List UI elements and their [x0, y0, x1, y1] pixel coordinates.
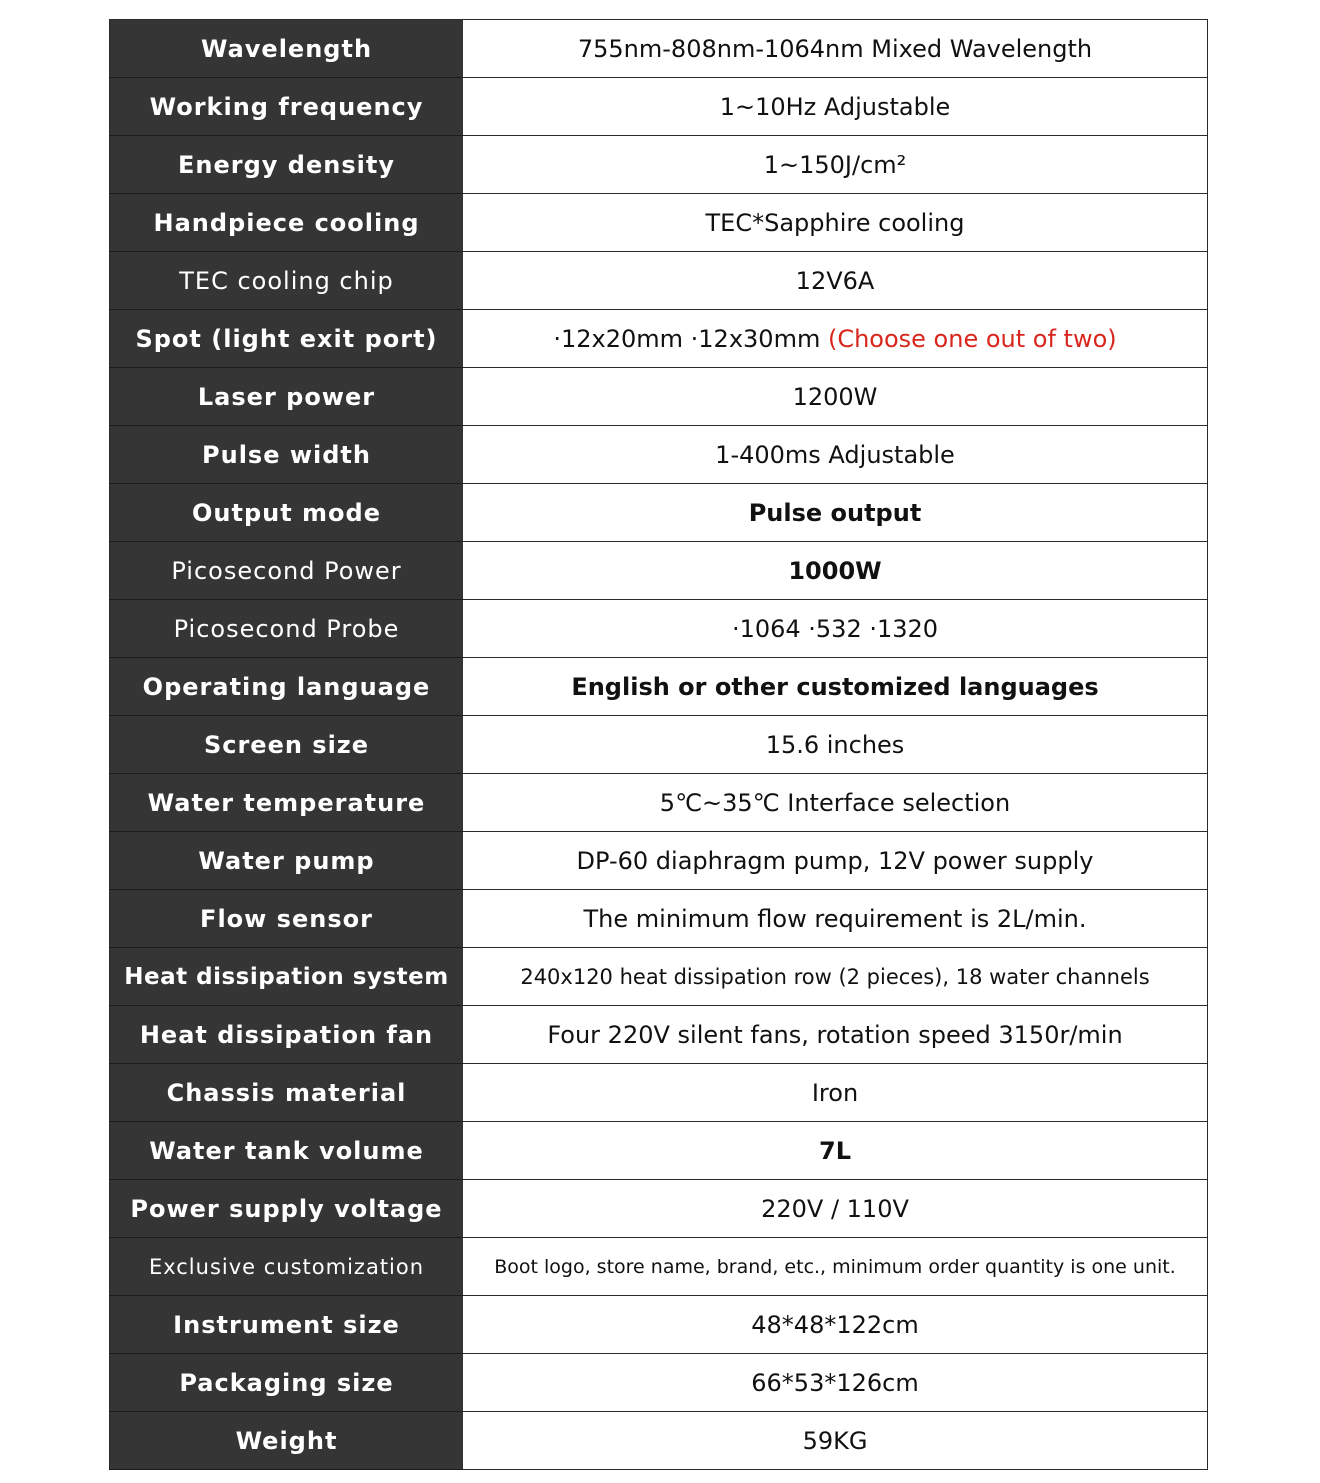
spec-value: 48*48*122cm: [463, 1296, 1208, 1354]
spec-row-wavelength: [110, 20, 1208, 78]
spec-label: Pulse width: [110, 426, 464, 484]
spec-row-heat-dissipation-fan: [110, 1006, 1208, 1064]
spec-label: Spot (light exit port): [110, 310, 464, 368]
spec-value: 59KG: [463, 1412, 1208, 1470]
spec-value: The minimum flow requirement is 2L/min.: [463, 890, 1208, 948]
spec-value: Boot logo, store name, brand, etc., minimum order quantity is one unit.: [463, 1238, 1208, 1296]
spec-label: Packaging size: [110, 1354, 464, 1412]
spec-value: English or other customized languages: [463, 658, 1208, 716]
spec-label: Chassis material: [110, 1064, 464, 1122]
spec-value: [463, 310, 1208, 368]
spec-row-working-frequency: [110, 78, 1208, 136]
spec-row-operating-language: [110, 658, 1208, 716]
spec-table: [109, 19, 1208, 1470]
spec-label: Water tank volume: [110, 1122, 464, 1180]
spec-row-laser-power: [110, 368, 1208, 426]
spec-row-picosecond-power: [110, 542, 1208, 600]
spec-value: 1200W: [463, 368, 1208, 426]
spec-label: Heat dissipation system: [110, 948, 464, 1006]
spec-row-water-tank-volume: [110, 1122, 1208, 1180]
spec-value: 1~10Hz Adjustable: [463, 78, 1208, 136]
spec-label: Water temperature: [110, 774, 464, 832]
spec-label: Wavelength: [110, 20, 464, 78]
spec-label: Working frequency: [110, 78, 464, 136]
spec-value: Iron: [463, 1064, 1208, 1122]
spec-row-chassis-material: [110, 1064, 1208, 1122]
spec-row-spot: [110, 310, 1208, 368]
spec-row-tec-cooling-chip: [110, 252, 1208, 310]
spec-label: Energy density: [110, 136, 464, 194]
spec-label: Flow sensor: [110, 890, 464, 948]
spec-row-weight: [110, 1412, 1208, 1470]
spot-choice-note: (Choose one out of two): [827, 324, 1117, 353]
spec-label: Picosecond Probe: [110, 600, 464, 658]
spec-row-instrument-size: [110, 1296, 1208, 1354]
spec-label: Exclusive customization: [110, 1238, 464, 1296]
spec-value: 1~150J/cm²: [463, 136, 1208, 194]
spec-label: Weight: [110, 1412, 464, 1470]
spec-label: TEC cooling chip: [110, 252, 464, 310]
spec-label: Heat dissipation fan: [110, 1006, 464, 1064]
spec-row-flow-sensor: [110, 890, 1208, 948]
spec-value: Four 220V silent fans, rotation speed 3150r/min: [463, 1006, 1208, 1064]
spec-label: Operating language: [110, 658, 464, 716]
spec-value: 5℃~35℃ Interface selection: [463, 774, 1208, 832]
spec-row-water-pump: [110, 832, 1208, 890]
spec-label: Output mode: [110, 484, 464, 542]
spec-row-exclusive-customization: [110, 1238, 1208, 1296]
spec-label: Laser power: [110, 368, 464, 426]
spot-options: ·12x20mm ·12x30mm: [553, 324, 828, 353]
spec-label: Handpiece cooling: [110, 194, 464, 252]
spec-label: Screen size: [110, 716, 464, 774]
spec-value: 15.6 inches: [463, 716, 1208, 774]
spec-row-heat-dissipation-system: [110, 948, 1208, 1006]
spec-row-picosecond-probe: [110, 600, 1208, 658]
spec-value: 755nm-808nm-1064nm Mixed Wavelength: [463, 20, 1208, 78]
spec-row-power-supply-voltage: [110, 1180, 1208, 1238]
spec-row-water-temperature: [110, 774, 1208, 832]
spec-value: DP-60 diaphragm pump, 12V power supply: [463, 832, 1208, 890]
spec-row-pulse-width: [110, 426, 1208, 484]
spec-value: 1-400ms Adjustable: [463, 426, 1208, 484]
spec-value: TEC*Sapphire cooling: [463, 194, 1208, 252]
spec-label: Water pump: [110, 832, 464, 890]
spec-label: Instrument size: [110, 1296, 464, 1354]
spec-value: 12V6A: [463, 252, 1208, 310]
spec-value: Pulse output: [463, 484, 1208, 542]
spec-row-packaging-size: [110, 1354, 1208, 1412]
spec-value: 240x120 heat dissipation row (2 pieces), 18 water channels: [463, 948, 1208, 1006]
spec-value: 1000W: [463, 542, 1208, 600]
spec-row-energy-density: [110, 136, 1208, 194]
spec-row-handpiece-cooling: [110, 194, 1208, 252]
spec-value: ·1064 ·532 ·1320: [463, 600, 1208, 658]
spec-value: 220V / 110V: [463, 1180, 1208, 1238]
spec-label: Power supply voltage: [110, 1180, 464, 1238]
spec-value: 66*53*126cm: [463, 1354, 1208, 1412]
spec-value: 7L: [463, 1122, 1208, 1180]
spec-label: Picosecond Power: [110, 542, 464, 600]
spec-row-output-mode: [110, 484, 1208, 542]
spec-row-screen-size: [110, 716, 1208, 774]
